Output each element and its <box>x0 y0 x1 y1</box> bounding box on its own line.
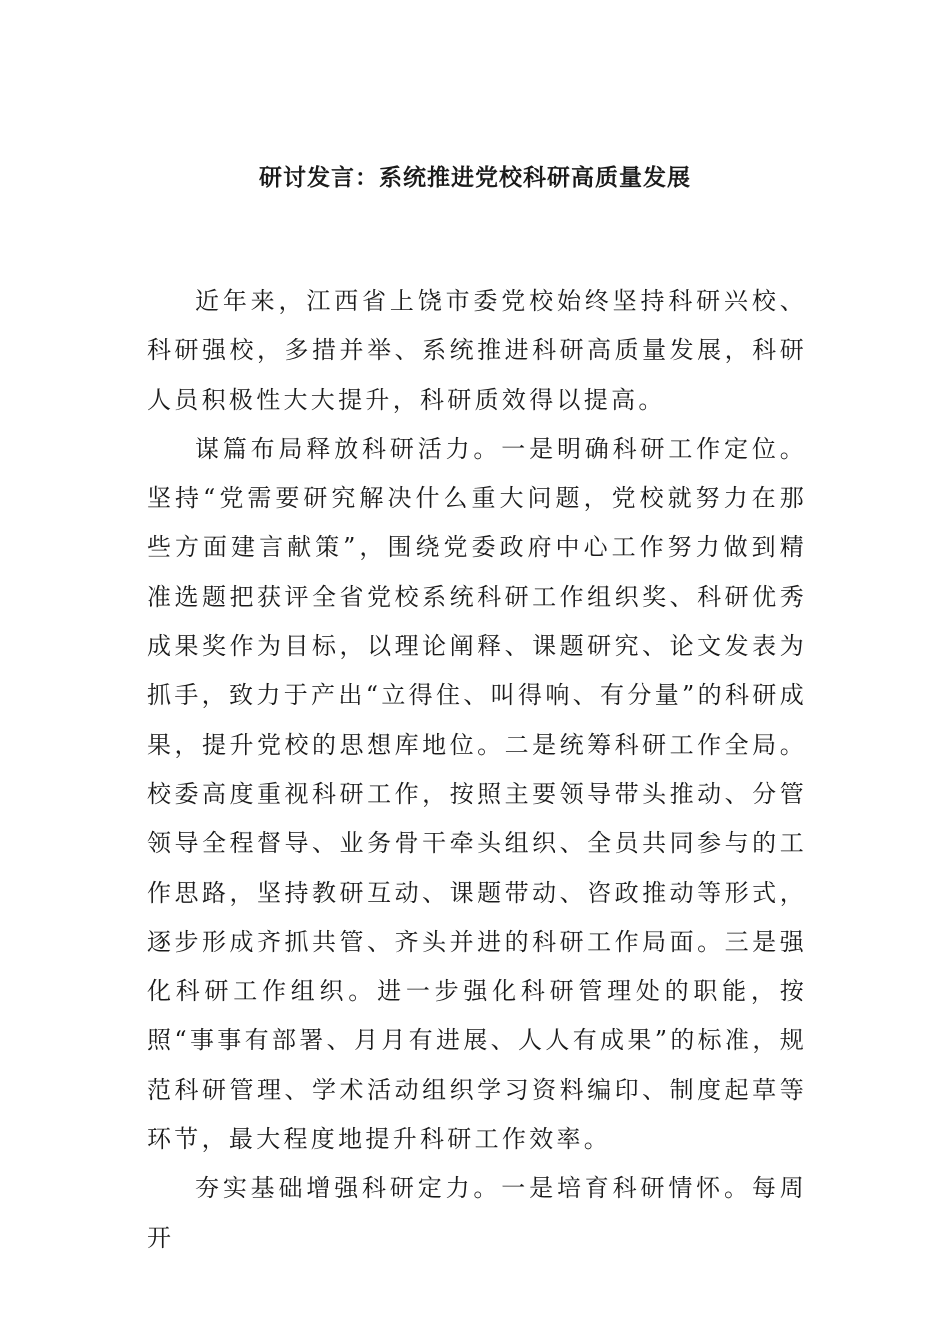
paragraph-intro: 近年来，江西省上饶市委党校始终坚持科研兴校、科研强校，多措并举、系统推进科研高质量发展，科研人员积极性大大提升，科研质效得以提高。 <box>147 287 807 414</box>
paragraph-planning: 谋篇布局释放科研活力。一是明确科研工作定位。坚持“党需要研究解决什么重大问题，党校就努力在那些方面建言献策”，围绕党委政府中心工作努力做到精准选题把获评全省党校系统科研工作组织奖、科研优秀成果奖作为目标，以理论阐释、课题研究、论文发表为抓手，致力于产出“立得住、叫得响、有分量”的科研成果，提升党校的思想库地位。二是统筹科研工作全局。校委高度重视科研工作，按照主要领导带头推动、分管领导全程督导、业务骨干牵头组织、全员共同参与的工作思路，坚持教研互动、课题带动、咨政推动等形式，逐步形成齐抓共管、齐头并进的科研工作局面。三是强化科研工作组织。进一步强化科研管理处的职能，按照“事事有部署、月月有进展、人人有成果”的标准，规范科研管理、学术活动组织学习资料编印、制度起草等环节，最大程度地提升科研工作效率。 <box>147 434 807 1154</box>
document-body <box>147 277 807 1263</box>
paragraph-foundation: 夯实基础增强科研定力。一是培育科研情怀。每周开 <box>147 1174 807 1252</box>
document-title: 研讨发言：系统推进党校科研高质量发展 <box>259 164 691 191</box>
